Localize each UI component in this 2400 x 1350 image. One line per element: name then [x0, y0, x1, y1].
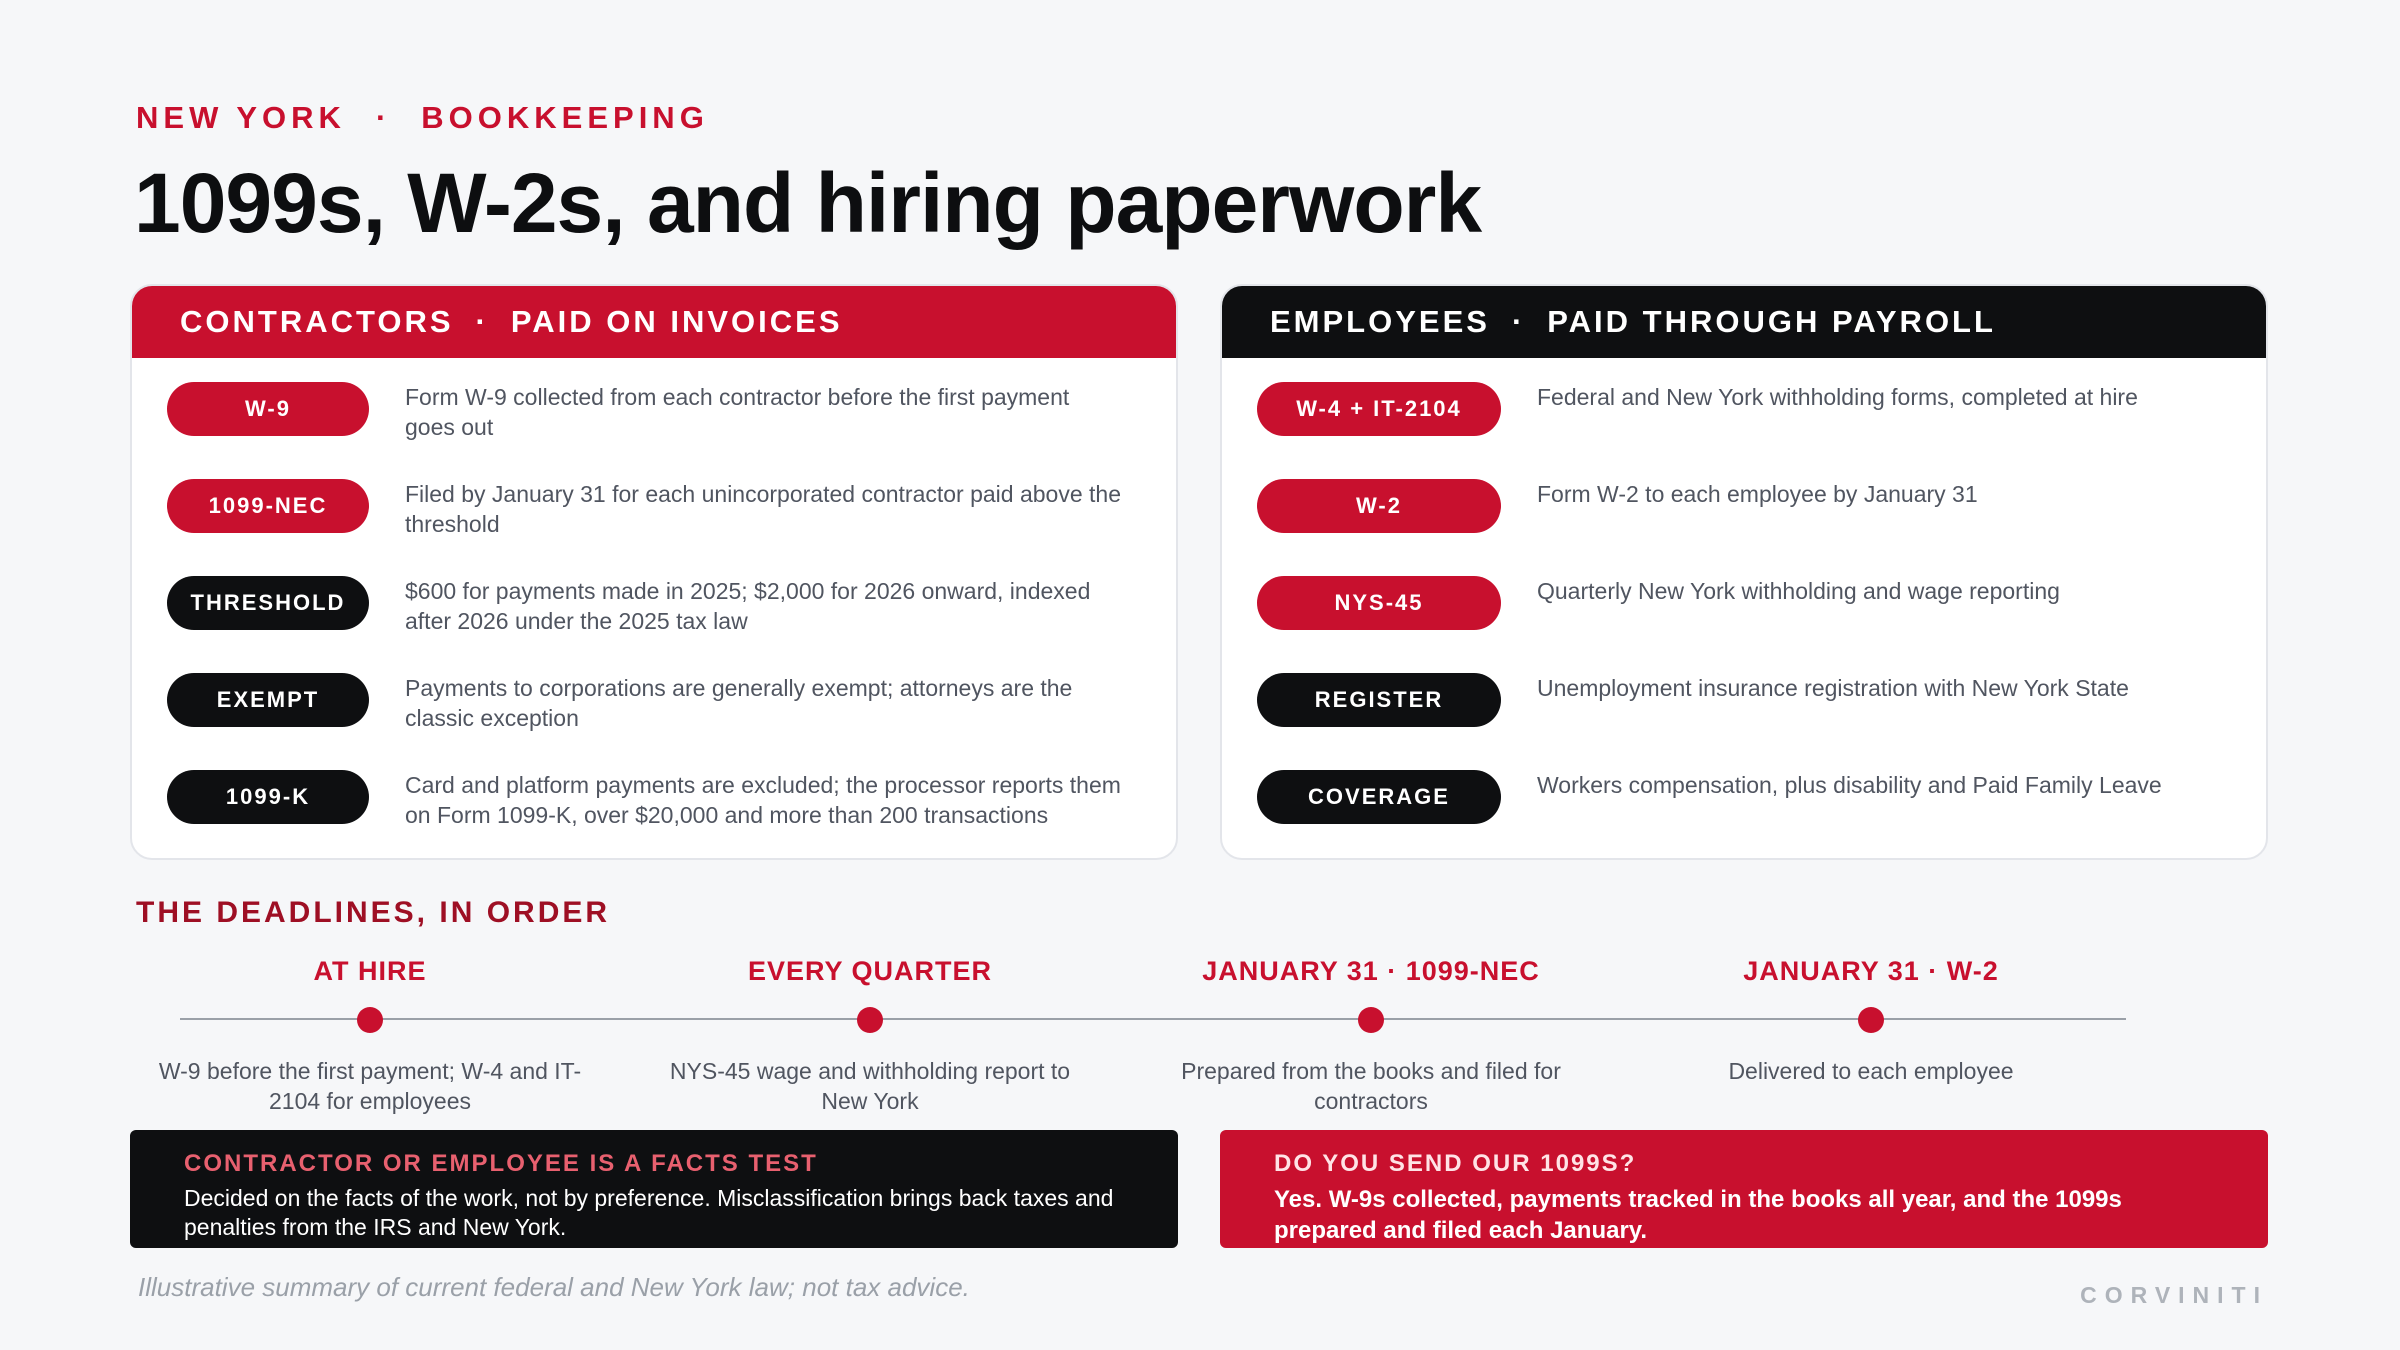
send-1099s-callout [1220, 1130, 2268, 1248]
deadlines-title: THE DEADLINES, IN ORDER [136, 896, 611, 929]
eyebrow-topic: BOOKKEEPING [421, 100, 709, 135]
row-description: Unemployment insurance registration with New York State [1537, 675, 2129, 701]
tag-pill: THRESHOLD [167, 576, 369, 630]
timeline-description: W-9 before the first payment; W-4 and IT-2104 for employees [158, 1058, 582, 1114]
contractor-row-1099nec [132, 479, 1176, 576]
callout-body: Decided on the facts of the work, not by preference. Misclassification brings back taxes and penalties from the IRS and New York. [184, 1185, 1114, 1240]
employee-row-w4 [1222, 382, 2266, 479]
employee-row-register [1222, 673, 2266, 770]
facts-test-callout [130, 1130, 1178, 1248]
employee-row-nys45 [1222, 576, 2266, 673]
timeline-marker [1858, 1007, 1884, 1033]
row-description: Form W-9 collected from each contractor before the first payment goes out [405, 384, 1070, 440]
row-description: Form W-2 to each employee by January 31 [1537, 481, 1978, 507]
employees-rows [1222, 358, 2266, 860]
contractor-row-threshold [132, 576, 1176, 673]
contractors-head-sub: PAID ON INVOICES [510, 304, 843, 339]
employee-row-coverage [1222, 770, 2266, 860]
row-description: Federal and New York withholding forms, completed at hire [1537, 384, 2138, 410]
row-description: Payments to corporations are generally exempt; attorneys are the classic exception [405, 675, 1073, 731]
contractor-row-exempt [132, 673, 1176, 770]
eyebrow-separator: · [375, 100, 392, 135]
tag-pill: 1099-NEC [167, 479, 369, 533]
eyebrow [136, 100, 709, 136]
row-description: Filed by January 31 for each unincorporated contractor paid above the threshold [405, 481, 1121, 537]
tag-pill: W-9 [167, 382, 369, 436]
timeline-label: EVERY QUARTER [747, 956, 993, 986]
footnote: Illustrative summary of current federal and New York law; not tax advice. [138, 1272, 970, 1302]
callout-title: DO YOU SEND OUR 1099S? [1274, 1150, 1637, 1177]
timeline-item-january-1099nec [1131, 956, 1611, 1116]
tag-pill: NYS-45 [1257, 576, 1501, 630]
row-description: Card and platform payments are excluded; the processor reports them on Form 1099-K, over $20,000 and more than 200 transactions [405, 772, 1121, 828]
callout-body: Yes. W-9s collected, payments tracked in the books all year, and the 1099s prepared and filed each January. [1274, 1186, 2122, 1244]
tag-pill: COVERAGE [1257, 770, 1501, 824]
tag-pill: EXEMPT [167, 673, 369, 727]
row-description: Quarterly New York withholding and wage reporting [1537, 578, 2060, 604]
timeline-marker [1358, 1007, 1384, 1033]
eyebrow-region: NEW YORK [136, 100, 346, 135]
contractors-panel-header [132, 286, 1176, 358]
timeline-item-every-quarter [630, 956, 1110, 1116]
timeline-label: JANUARY 31 · W-2 [1743, 956, 1999, 986]
row-description: Workers compensation, plus disability and Paid Family Leave [1537, 772, 2162, 798]
timeline-description: NYS-45 wage and withholding report to New York [669, 1058, 1071, 1114]
employees-panel [1220, 284, 2268, 860]
employees-head-separator: · [1511, 304, 1526, 339]
contractor-row-w9 [132, 382, 1176, 479]
contractors-head-label: CONTRACTORS [180, 304, 454, 339]
timeline-item-at-hire [130, 956, 610, 1116]
employees-panel-header [1222, 286, 2266, 358]
timeline-label: AT HIRE [313, 956, 427, 986]
employees-head-label: EMPLOYEES [1270, 304, 1490, 339]
tag-pill: W-2 [1257, 479, 1501, 533]
tag-pill: REGISTER [1257, 673, 1501, 727]
brand-wordmark: CORVINITI [2080, 1282, 2268, 1308]
employee-row-w2 [1222, 479, 2266, 576]
contractors-head-separator: · [475, 304, 489, 339]
timeline-label: JANUARY 31 · 1099-NEC [1202, 956, 1540, 986]
timeline-description: Delivered to each employee [1728, 1058, 2014, 1084]
timeline-marker [857, 1007, 883, 1033]
row-description: $600 for payments made in 2025; $2,000 for 2026 onward, indexed after 2026 under the 2025 tax law [405, 578, 1091, 634]
callout-title: CONTRACTOR OR EMPLOYEE IS A FACTS TEST [184, 1150, 818, 1177]
timeline-marker [357, 1007, 383, 1033]
timeline-description: Prepared from the books and filed for contractors [1181, 1058, 1561, 1114]
tag-pill: 1099-K [167, 770, 369, 824]
page-title: 1099s, W-2s, and hiring paperwork [134, 156, 1482, 250]
contractors-panel [130, 284, 1178, 860]
contractor-row-1099k [132, 770, 1176, 860]
tag-pill: W-4 + IT-2104 [1257, 382, 1501, 436]
contractors-rows [132, 358, 1176, 860]
timeline-item-january-w2 [1631, 956, 2111, 1086]
employees-head-sub: PAID THROUGH PAYROLL [1547, 304, 1996, 339]
